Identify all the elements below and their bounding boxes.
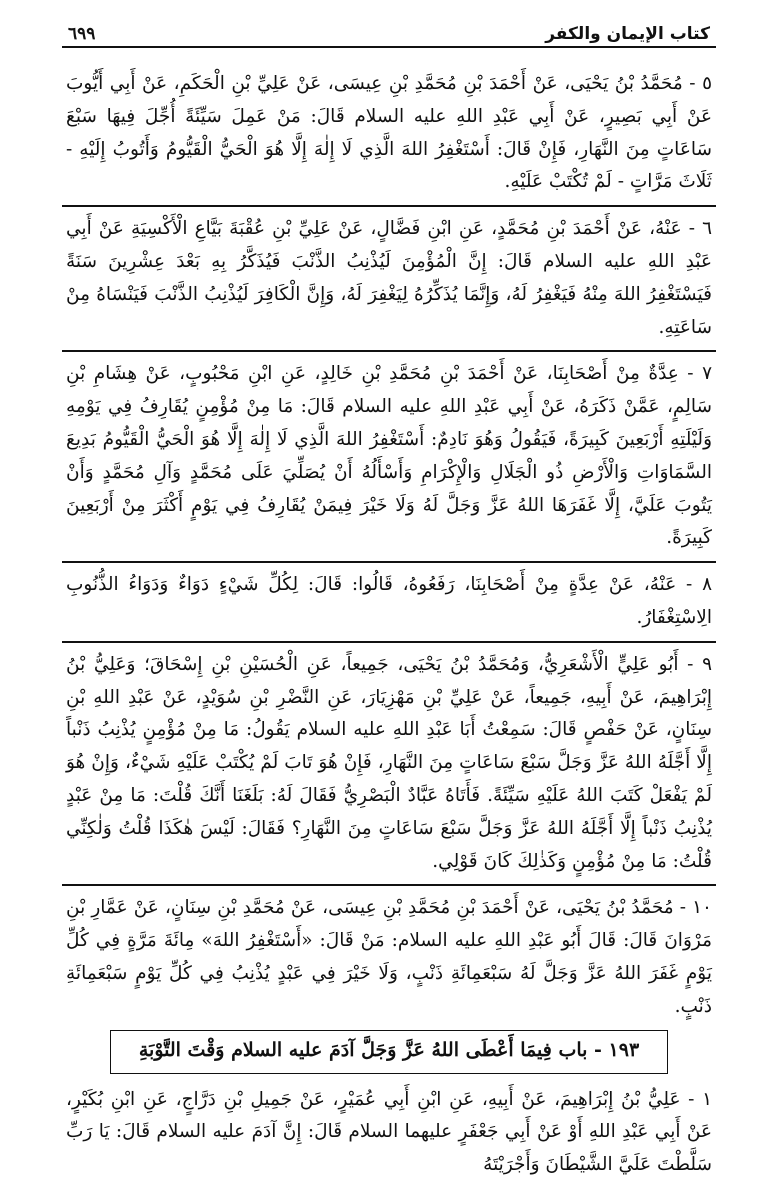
chapter-hadith-1: ١ - عَلِيُّ بْنُ إِبْرَاهِيمَ، عَنْ أَبِيهِ، عَنِ ابْنِ أَبِي عُمَيْرٍ، عَنْ جَمِيلِ بْنِ دَرَّاجٍ، عَنِ ابْنِ بُكَيْرٍ، عَنْ أَبِي عَبْدِ اللهِ أَوْ عَنْ أَبِي جَعْفَرٍ عليهما السلام قَالَ: إِنَّ آدَمَ عليه السلام قَالَ: يَا رَبِّ سَلَّطْتَ عَلَيَّ الشَّيْطَانَ وَأَجْرَيْتَهُ — [66, 1088, 712, 1176]
hadith-7: ٧ - عِدَّةٌ مِنْ أَصْحَابِنَا، عَنْ أَحْمَدَ بْنِ مُحَمَّدِ بْنِ خَالِدٍ، عَنِ ابْنِ مَحْبُوبٍ، عَنْ هِشَامِ بْنِ سَالِمٍ، عَمَّنْ ذَكَرَهُ، عَنْ أَبِي عَبْدِ اللهِ عليه السلام قَالَ: مَا مِنْ مُؤْمِنٍ يُقَارِفُ فِي يَوْمِهِ وَلَيْلَتِهِ أَرْبَعِينَ كَبِيرَةً، فَيَقُولُ وَهُوَ نَادِمٌ: أَسْتَغْفِرُ اللهَ الَّذِي لَا إِلٰهَ إِلَّا هُوَ الْحَيُّ الْقَيُّومُ بَدِيعَ السَّمَاوَاتِ وَالْأَرْضِ ذُو الْجَلَالِ وَالْإِكْرَامِ وَأَسْأَلُهُ أَنْ يُصَلِّيَ عَلَى مُحَمَّدٍ وَآلِ مُحَمَّدٍ وَأَنْ يَتُوبَ عَلَيَّ، إِلَّا غَفَرَهَا اللهُ عَزَّ وَجَلَّ لَهُ وَلَا خَيْرَ فِيمَنْ يُقَارِفُ فِي يَوْمٍ أَكْثَرَ مِنْ أَرْبَعِينَ كَبِيرَةً. — [66, 363, 712, 549]
hadith-8: ٨ - عَنْهُ، عَنْ عِدَّةٍ مِنْ أَصْحَابِنَا، رَفَعُوهُ، قَالُوا: قَالَ: لِكُلِّ شَيْءٍ دَوَاءٌ وَدَوَاءُ الذُّنُوبِ الِاسْتِغْفَارُ. — [66, 574, 712, 628]
hadith-5: ٥ - مُحَمَّدُ بْنُ يَحْيَى، عَنْ أَحْمَدَ بْنِ مُحَمَّدِ بْنِ عِيسَى، عَنْ عَلِيِّ بْنِ الْحَكَمِ، عَنْ أَبِي أَيُّوبَ عَنْ أَبِي بَصِيرٍ، عَنْ أَبِي عَبْدِ اللهِ عليه السلام قَالَ: مَنْ عَمِلَ سَيِّئَةً أُجِّلَ فِيهَا سَبْعَ سَاعَاتٍ مِنَ النَّهَارِ، فَإِنْ قَالَ: أَسْتَغْفِرُ اللهَ الَّذِي لَا إِلٰهَ إِلَّا هُوَ الْحَيُّ الْقَيُّومُ وَأَتُوبُ إِلَيْهِ - ثَلَاثَ مَرَّاتٍ - لَمْ تُكْتَبْ عَلَيْهِ. — [66, 73, 712, 193]
hadith-divider — [62, 350, 716, 352]
page-header — [62, 18, 716, 48]
hadith-9: ٩ - أَبُو عَلِيٍّ الْأَشْعَرِيُّ، وَمُحَمَّدُ بْنُ يَحْيَى، جَمِيعاً، عَنِ الْحُسَيْنِ بْنِ إِسْحَاقَ؛ وَعَلِيُّ بْنُ إِبْرَاهِيمَ، عَنْ أَبِيهِ، جَمِيعاً، عَنْ عَلِيِّ بْنِ مَهْزِيَارَ، عَنِ النَّضْرِ بْنِ سُوَيْدٍ، عَنْ عَبْدِ اللهِ بْنِ سِنَانٍ، عَنْ حَفْصٍ قَالَ: سَمِعْتُ أَبَا عَبْدِ اللهِ عليه السلام يَقُولُ: مَا مِنْ مُؤْمِنٍ يُذْنِبُ ذَنْباً إِلَّا أَجَّلَهُ اللهُ عَزَّ وَجَلَّ سَبْعَ سَاعَاتٍ مِنَ النَّهَارِ، فَإِنْ هُوَ تَابَ لَمْ يُكْتَبْ عَلَيْهِ شَيْءٌ، وَإِنْ هُوَ لَمْ يَفْعَلْ كَتَبَ اللهُ عَلَيْهِ سَيِّئَةً. فَأَتَاهُ عَبَّادٌ الْبَصْرِيُّ فَقَالَ لَهُ: بَلَغَنَا أَنَّكَ قُلْتَ: مَا مِنْ عَبْدٍ يُذْنِبُ ذَنْباً إِلَّا أَجَّلَهُ اللهُ عَزَّ وَجَلَّ سَبْعَ سَاعَاتٍ مِنَ النَّهَارِ؟ فَقَالَ: لَيْسَ هٰكَذَا قُلْتُ وَلٰكِنِّي قُلْتُ: مَا مِنْ مُؤْمِنٍ وَكَذٰلِكَ كَانَ قَوْلِي. — [66, 653, 712, 872]
hadith-10: ١٠ - مُحَمَّدُ بْنُ يَحْيَى، عَنْ أَحْمَدَ بْنِ مُحَمَّدِ بْنِ عِيسَى، عَنْ مُحَمَّدِ بْنِ سِنَانٍ، عَنْ عَمَّارِ بْنِ مَرْوَانَ قَالَ: قَالَ أَبُو عَبْدِ اللهِ عليه السلام: مَنْ قَالَ: «أَسْتَغْفِرُ اللهَ» مِائَةَ مَرَّةٍ فِي كُلِّ يَوْمٍ غَفَرَ اللهُ عَزَّ وَجَلَّ لَهُ سَبْعَمِائَةِ ذَنْبٍ، وَلَا خَيْرَ فِي عَبْدٍ يُذْنِبُ فِي كُلِّ يَوْمٍ سَبْعَمِائَةِ ذَنْبٍ. — [66, 897, 712, 1017]
hadith-divider — [62, 561, 716, 563]
hadith-6: ٦ - عَنْهُ، عَنْ أَحْمَدَ بْنِ مُحَمَّدٍ، عَنِ ابْنِ فَضَّالٍ، عَنْ عَلِيِّ بْنِ عُقْبَةَ بَيَّاعِ الْأَكْسِيَةِ عَنْ أَبِي عَبْدِ اللهِ عليه السلام قَالَ: إِنَّ الْمُؤْمِنَ لَيُذْنِبُ الذَّنْبَ فَيُذَكَّرُ بِهِ بَعْدَ عِشْرِينَ سَنَةً فَيَسْتَغْفِرُ اللهَ مِنْهُ فَيَغْفِرُ لَهُ، وَإِنَّمَا يُذَكِّرُهُ لِيَغْفِرَ لَهُ، وَإِنَّ الْكَافِرَ لَيُذْنِبُ الذَّنْبَ فَيَنْسَاهُ مِنْ سَاعَتِهِ. — [66, 218, 712, 338]
book-page — [62, 18, 716, 1176]
hadith-divider — [62, 884, 716, 886]
chapter-heading: ١٩٣ - باب فِيمَا أَعْطَى اللهُ عَزَّ وَجَلَّ آدَمَ عليه السلام وَقْتَ التَّوْبَةِ — [110, 1030, 668, 1074]
chapter-heading-wrap — [62, 1030, 716, 1074]
book-title: كتاب الإيمان والكفر — [545, 24, 710, 44]
page-number: ٦٩٩ — [68, 24, 96, 44]
hadith-divider — [62, 641, 716, 643]
hadith-divider — [62, 205, 716, 207]
